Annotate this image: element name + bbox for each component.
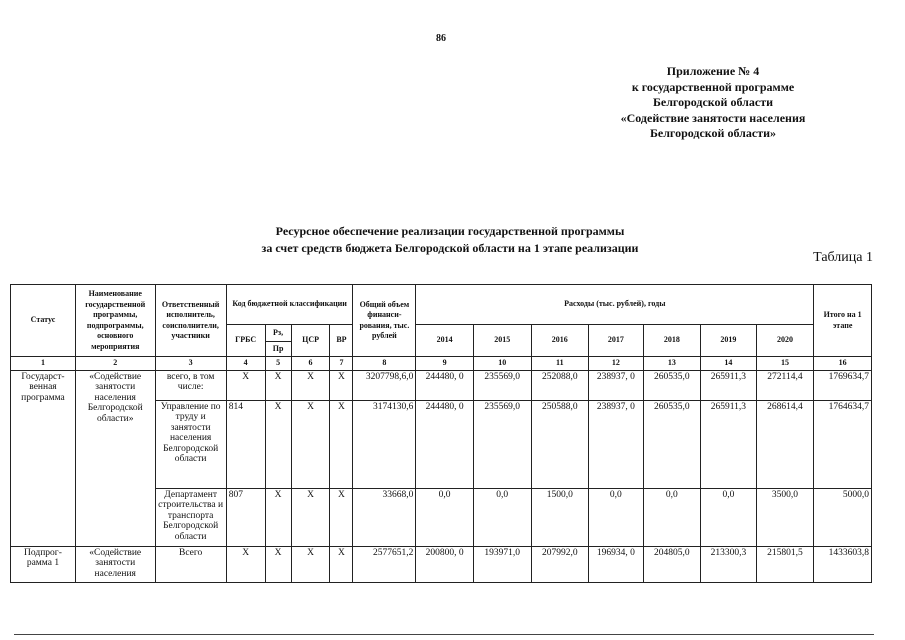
header-status: Статус (11, 285, 76, 357)
column-number: 3 (155, 357, 226, 371)
appendix-line: Белгородской области (652, 95, 774, 109)
column-number: 7 (330, 357, 353, 371)
cell-2019: 265911,3 (701, 400, 757, 488)
header-executor: Ответственный исполнитель, соисполнители, участники (155, 285, 226, 357)
cell-total: 33668,0 (353, 488, 416, 546)
cell-grbs: Х (226, 546, 265, 582)
title-line: Ресурсное обеспечение реализации государственной программы (275, 224, 625, 238)
column-number: 11 (531, 357, 589, 371)
cell-grbs: 814 (226, 400, 265, 488)
table-label: Таблица 1 (813, 250, 873, 265)
cell-2018: 0,0 (643, 488, 701, 546)
row-status: Государст-венная программа (11, 370, 76, 546)
header-stage-total: Итого на 1 этапе (814, 285, 872, 357)
appendix-line: «Содействие занятости населения (620, 110, 806, 125)
cell-2015: 0,0 (473, 488, 531, 546)
cell-2015: 235569,0 (473, 370, 531, 400)
cell-2020: 268614,4 (756, 400, 814, 488)
cell-2016: 250588,0 (531, 400, 589, 488)
cell-rz-pr: Х (265, 400, 291, 488)
column-number: 16 (814, 357, 872, 371)
cell-total: 2577651,2 (353, 546, 416, 582)
cell-2014: 200800, 0 (416, 546, 474, 582)
column-number: 4 (226, 357, 265, 371)
cell-grbs: Х (226, 370, 265, 400)
cell-csr: Х (291, 546, 330, 582)
cell-executor: Всего (155, 546, 226, 582)
cell-csr: Х (291, 400, 330, 488)
header-vr: ВР (330, 325, 353, 357)
cell-2016: 252088,0 (531, 370, 589, 400)
header-year: 2018 (643, 325, 701, 357)
document-title (200, 223, 700, 257)
cell-2020: 3500,0 (756, 488, 814, 546)
column-number: 5 (265, 357, 291, 371)
cell-stage-total: 1769634,7 (814, 370, 872, 400)
column-number: 6 (291, 357, 330, 371)
header-pr: Пр (265, 342, 291, 357)
column-number: 13 (643, 357, 701, 371)
cell-2017: 238937, 0 (589, 400, 643, 488)
cell-grbs: 807 (226, 488, 265, 546)
header-year: 2016 (531, 325, 589, 357)
header-year: 2015 (473, 325, 531, 357)
header-year: 2014 (416, 325, 474, 357)
cell-vr: Х (330, 400, 353, 488)
appendix-line: Белгородской области» (649, 126, 777, 140)
column-number-row (11, 357, 872, 371)
header-grbs: ГРБС (226, 325, 265, 357)
cell-executor: всего, в том числе: (155, 370, 226, 400)
header-rz: Рз, (265, 325, 291, 342)
table-row (11, 546, 872, 582)
cell-csr: Х (291, 488, 330, 546)
page-number: 86 (436, 33, 446, 44)
cell-executor: Управление по труду и занятости населения Белгородской области (155, 400, 226, 488)
cell-vr: Х (330, 488, 353, 546)
column-number: 8 (353, 357, 416, 371)
column-number: 1 (11, 357, 76, 371)
cell-2015: 235569,0 (473, 400, 531, 488)
cell-total: 3174130,6 (353, 400, 416, 488)
header-name: Наименование государственной программы, подпрограммы, основного мероприятия (75, 285, 155, 357)
page-bottom-edge (14, 634, 874, 635)
header-year: 2017 (589, 325, 643, 357)
cell-total: 3207798,6,0 (353, 370, 416, 400)
header-total-volume: Общий объем финанси-рования, тыс. рублей (353, 285, 416, 357)
cell-rz-pr: Х (265, 370, 291, 400)
cell-2014: 244480, 0 (416, 370, 474, 400)
cell-rz-pr: Х (265, 546, 291, 582)
cell-2020: 272114,4 (756, 370, 814, 400)
column-number: 15 (756, 357, 814, 371)
column-number: 2 (75, 357, 155, 371)
cell-vr: Х (330, 370, 353, 400)
title-line: за счет средств бюджета Белгородской области на 1 этапе реализации (261, 241, 639, 255)
cell-2018: 260535,0 (643, 370, 701, 400)
cell-2019: 213300,3 (701, 546, 757, 582)
cell-2020: 215801,5 (756, 546, 814, 582)
cell-2017: 196934, 0 (589, 546, 643, 582)
cell-2015: 193971,0 (473, 546, 531, 582)
cell-executor: Департамент строительства и транспорта Белгородской области (155, 488, 226, 546)
cell-vr: Х (330, 546, 353, 582)
appendix-header (583, 64, 843, 142)
cell-2019: 265911,3 (701, 370, 757, 400)
cell-2016: 207992,0 (531, 546, 589, 582)
cell-csr: Х (291, 370, 330, 400)
row-name: «Содействие занятости населения (75, 546, 155, 582)
cell-rz-pr: Х (265, 488, 291, 546)
cell-2016: 1500,0 (531, 488, 589, 546)
cell-2014: 0,0 (416, 488, 474, 546)
header-budget-code: Код бюджетной классификации (226, 285, 353, 325)
cell-2019: 0,0 (701, 488, 757, 546)
column-number: 9 (416, 357, 474, 371)
appendix-line: Приложение № 4 (666, 64, 760, 78)
appendix-line: к государственной программе (631, 79, 795, 94)
table-row (11, 370, 872, 400)
cell-2018: 204805,0 (643, 546, 701, 582)
column-number: 12 (589, 357, 643, 371)
cell-2017: 238937, 0 (589, 370, 643, 400)
resource-table (10, 284, 872, 583)
row-name: «Содействие занятости населения Белгородской области» (75, 370, 155, 546)
cell-2017: 0,0 (589, 488, 643, 546)
cell-2014: 244480, 0 (416, 400, 474, 488)
cell-stage-total: 5000,0 (814, 488, 872, 546)
header-csr: ЦСР (291, 325, 330, 357)
cell-2018: 260535,0 (643, 400, 701, 488)
column-number: 14 (701, 357, 757, 371)
header-expenses: Расходы (тыс. рублей), годы (416, 285, 814, 325)
column-number: 10 (473, 357, 531, 371)
header-year: 2019 (701, 325, 757, 357)
cell-stage-total: 1433603,8 (814, 546, 872, 582)
row-status: Подпрог-рамма 1 (11, 546, 76, 582)
cell-stage-total: 1764634,7 (814, 400, 872, 488)
header-year: 2020 (756, 325, 814, 357)
